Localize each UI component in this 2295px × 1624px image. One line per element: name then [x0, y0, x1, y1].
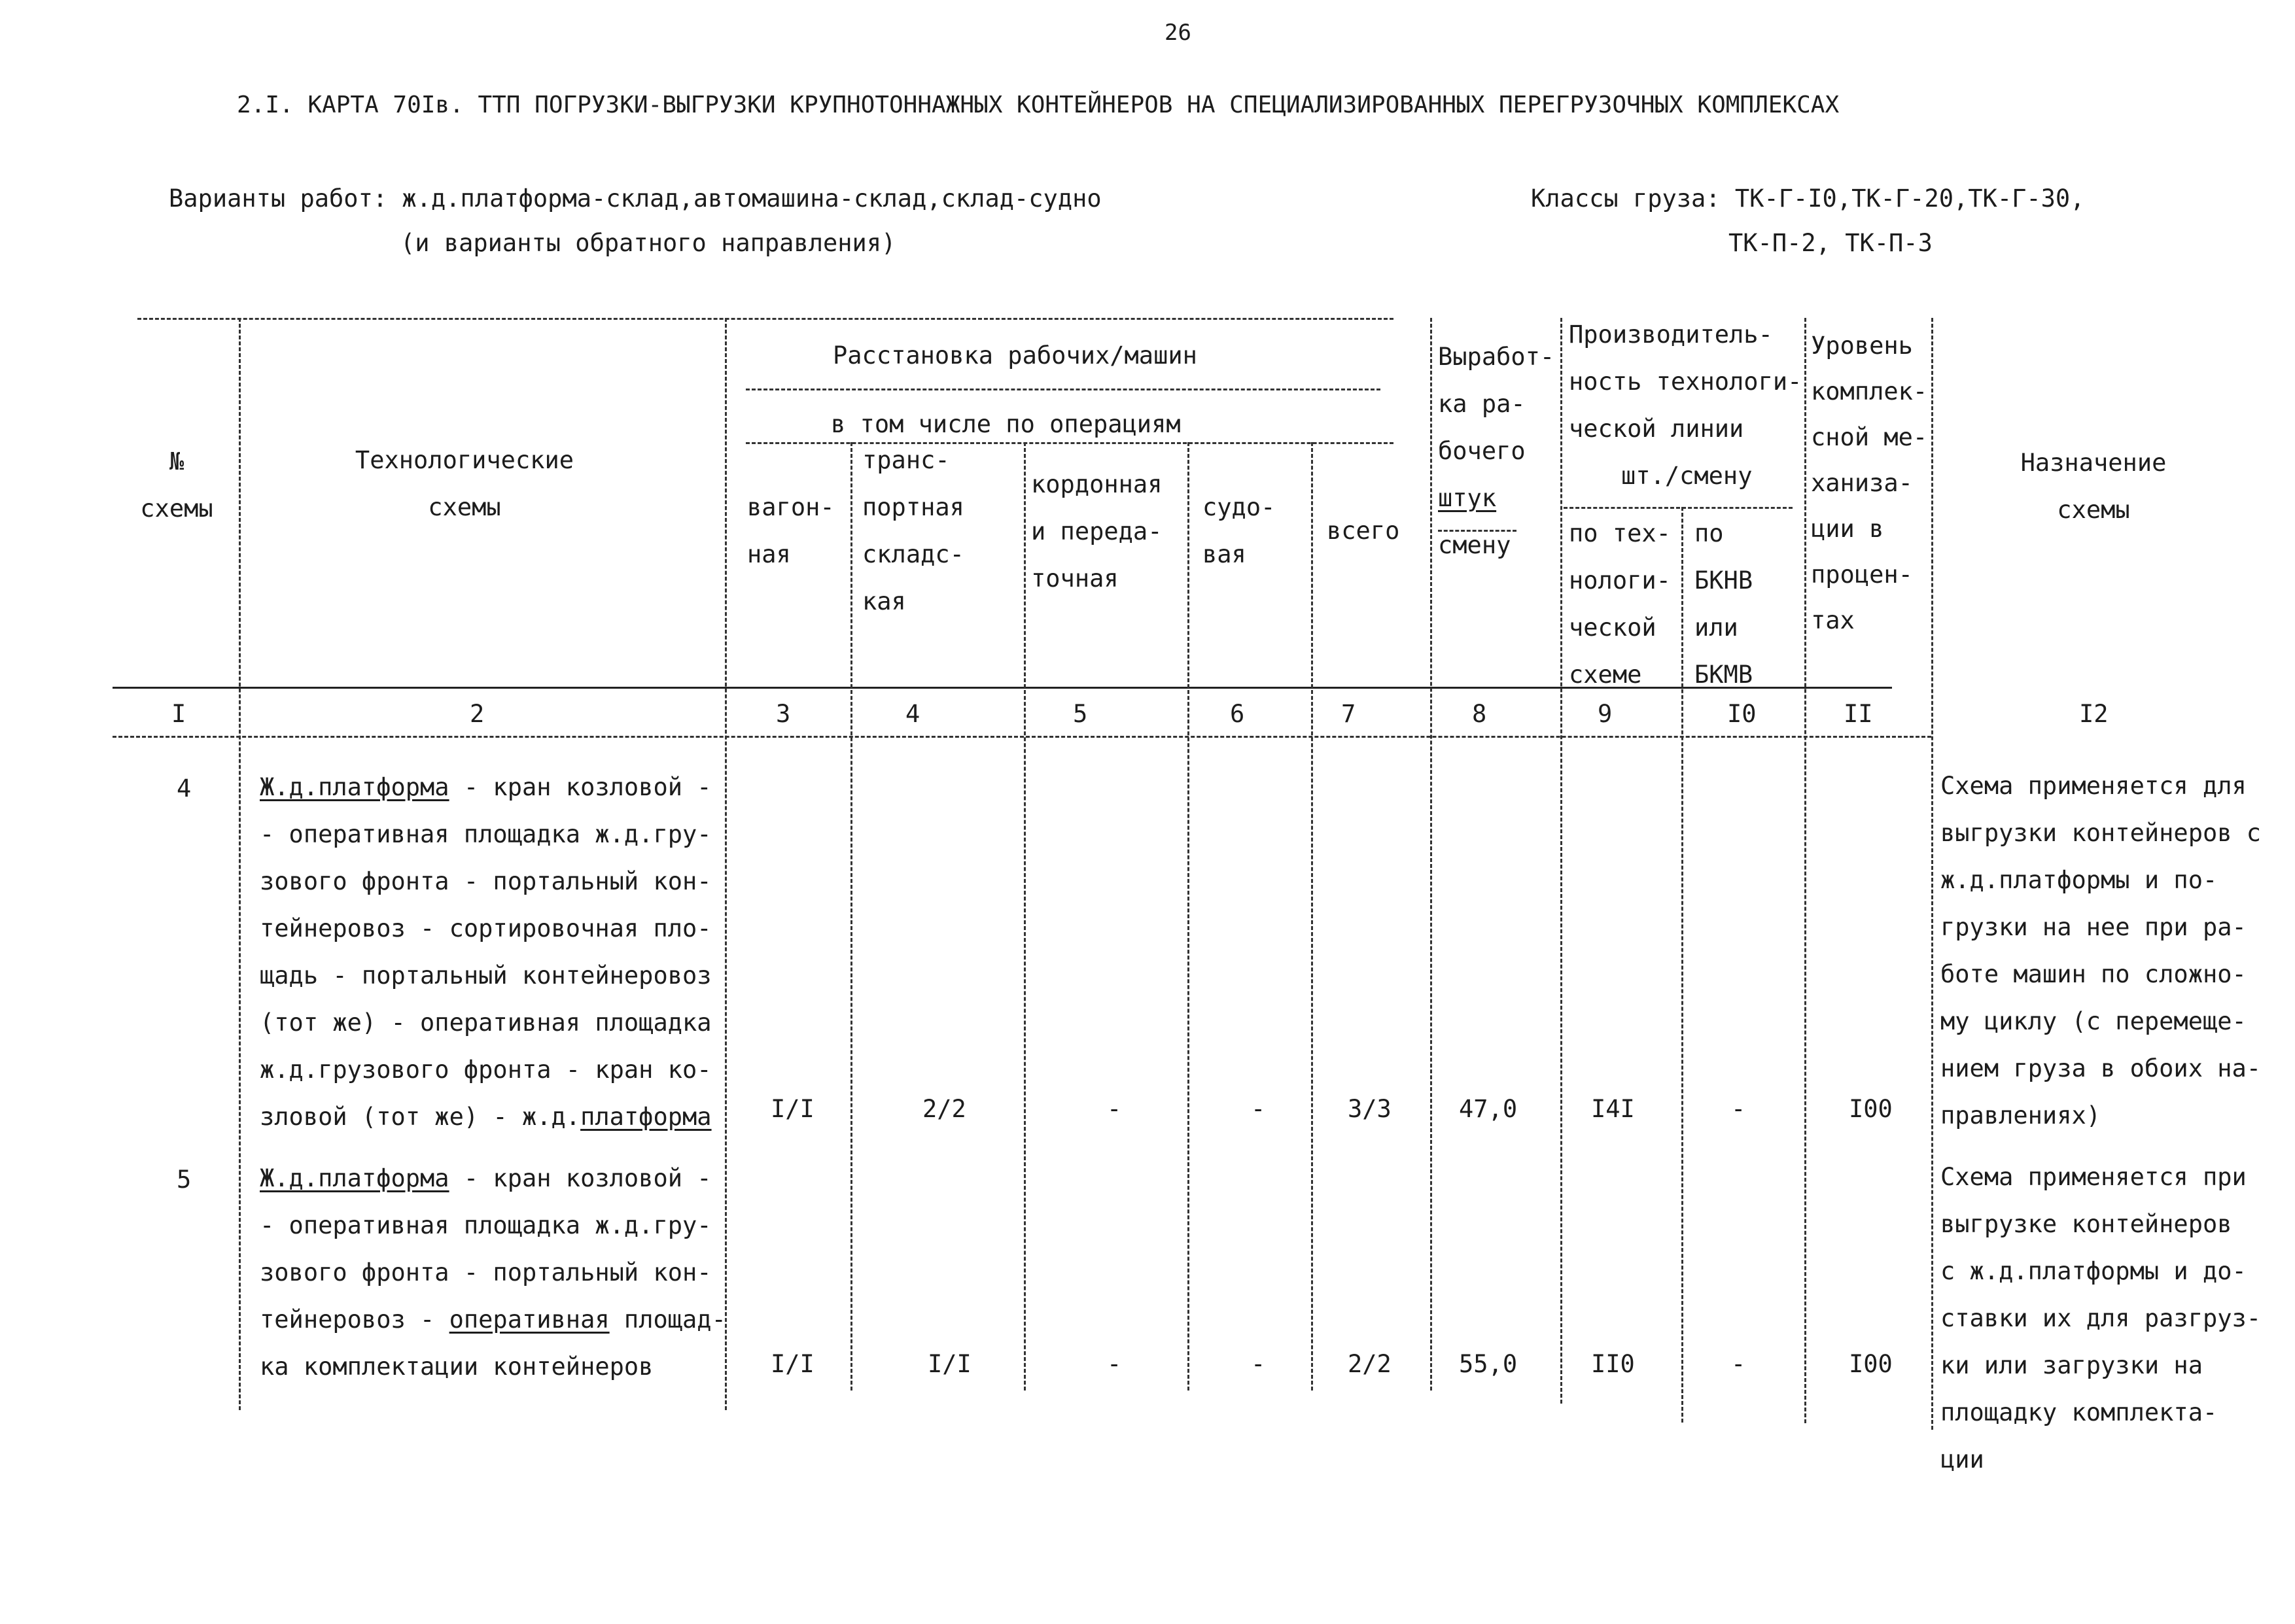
col-line-7 [1430, 318, 1432, 1391]
purpose-line: нием груза в обоих на- [1940, 1054, 2262, 1082]
row-cordon: - [1107, 1095, 1122, 1123]
header-mech-level-line: Уровень [1811, 332, 1913, 360]
row-scheme-text [260, 764, 712, 1141]
row-ship: - [1251, 1095, 1266, 1123]
header-output-line: штук [1438, 484, 1497, 512]
col-line-3 [850, 442, 852, 1391]
productivity-sep [1564, 507, 1793, 509]
row-mech-level: I00 [1849, 1095, 1893, 1123]
header-transport-line: складс- [862, 540, 964, 568]
header-transport-line: портная [862, 493, 964, 521]
cargo-classes-cont: ТК-П-2, ТК-П-3 [1728, 229, 1933, 257]
column-number: 6 [1230, 700, 1245, 728]
row-output: 47,0 [1459, 1095, 1518, 1123]
purpose-line: выгрузки контейнеров с [1940, 819, 2262, 847]
col-line-8 [1560, 318, 1562, 1404]
work-variants-note: (и варианты обратного направления) [400, 229, 896, 257]
header-total: всего [1327, 517, 1400, 545]
row-by-bknv: - [1731, 1095, 1746, 1123]
header-tech-schemes-line: Технологические [355, 446, 574, 474]
header-mech-level-line: процен- [1811, 561, 1913, 589]
header-wagon-line: ная [747, 540, 791, 568]
header-tech-schemes-line: схемы [428, 493, 501, 521]
row-scheme-no: 4 [177, 774, 192, 803]
header-by-bknv [1694, 510, 1753, 699]
header-productivity [1569, 311, 1802, 500]
column-number: II [1844, 700, 1873, 728]
header-scheme-no-line: № [169, 447, 184, 475]
purpose-line: ж.д.платформы и по- [1940, 866, 2218, 894]
scheme-line: ка комплектации контейнеров [260, 1353, 654, 1381]
purpose-line: площадку комплекта- [1940, 1398, 2218, 1426]
ops-sep [746, 442, 1393, 444]
purpose-line: Схема применяется для [1940, 772, 2247, 800]
purpose-line: с ж.д.платформы и до- [1940, 1257, 2247, 1285]
header-transport-line: транс- [862, 446, 950, 474]
header-mech-level-line: ции в [1811, 515, 1884, 543]
row-transport: 2/2 [922, 1095, 966, 1123]
colnum-bottom-line [113, 736, 1931, 738]
column-number: 8 [1472, 700, 1487, 728]
row-by-tech: I4I [1591, 1095, 1635, 1123]
row-total: 2/2 [1348, 1350, 1392, 1378]
col-line-11 [1931, 318, 1933, 1430]
header-by-bknv-line: БКМВ [1694, 661, 1753, 689]
header-scheme-no [131, 438, 222, 532]
header-by-tech [1569, 510, 1671, 699]
header-purpose-line: схемы [2057, 496, 2130, 524]
scheme-line: - оперативная площадка ж.д.гру- [260, 820, 712, 848]
scheme-line: зового фронта - портальный кон- [260, 1258, 712, 1287]
header-cordon-line: кордонная [1031, 470, 1163, 498]
scheme-line: тейнеровоз - сортировочная пло- [260, 914, 712, 942]
header-mech-level [1811, 323, 1927, 644]
header-by-tech-line: ческой [1569, 613, 1656, 642]
header-cordon-line: и переда- [1031, 517, 1163, 545]
purpose-line: Схема применяется при [1940, 1163, 2247, 1191]
row-output: 55,0 [1459, 1350, 1518, 1378]
scheme-line-start: Ж.д.платформа [260, 1164, 449, 1192]
row-scheme-text [260, 1155, 726, 1391]
row-scheme-no: 5 [177, 1166, 192, 1194]
header-by-tech-line: схеме [1569, 661, 1642, 689]
col-line-9 [1681, 507, 1683, 1423]
header-mech-level-line: ханиза- [1811, 469, 1913, 497]
header-wagon-line: вагон- [747, 493, 835, 521]
page-title: 2.I. КАРТА 70Iв. ТТП ПОГРУЗКИ-ВЫГРУЗКИ КРУПНОТОННАЖНЫХ КОНТЕЙНЕРОВ НА СПЕЦИАЛИЗИРОВАННЫХ ПЕРЕГРУЗОЧНЫХ КОМПЛЕКСАХ [237, 92, 1840, 118]
header-ship [1202, 484, 1275, 578]
purpose-line: выгрузке контейнеров [1940, 1210, 2232, 1238]
header-output-line: бочего [1438, 437, 1526, 465]
scheme-line-end: платформа [580, 1103, 712, 1131]
col-line-6 [1311, 442, 1313, 1391]
header-productivity-line: ческой линии [1569, 415, 1744, 443]
header-mech-level-line: комплек- [1811, 377, 1928, 406]
row-total: 3/3 [1348, 1095, 1392, 1123]
row-by-tech: II0 [1591, 1350, 1635, 1378]
header-ship-line: судо- [1202, 493, 1276, 521]
header-purpose-line: Назначение [2020, 449, 2167, 477]
scheme-line: Ж.д.платформа - кран козловой - [260, 1164, 712, 1192]
header-by-bknv-line: БКНВ [1694, 566, 1753, 595]
header-output [1438, 334, 1554, 569]
header-purpose [1963, 440, 2224, 534]
header-by-tech-line: по тех- [1569, 519, 1671, 547]
header-transport [862, 437, 964, 625]
scheme-line: (тот же) - оперативная площадка [260, 1009, 712, 1037]
header-mech-level-line: сной ме- [1811, 423, 1928, 451]
column-number: I [171, 700, 186, 728]
row-cordon: - [1107, 1350, 1122, 1378]
scheme-line: тейнеровоз - оперативная площад- [260, 1305, 726, 1334]
header-output-line: Выработ- [1438, 343, 1555, 371]
row-wagon: I/I [771, 1095, 815, 1123]
scheme-line: Ж.д.платформа - кран козловой - [260, 773, 712, 801]
header-cordon-line: точная [1031, 564, 1119, 593]
header-output-line: смену [1438, 531, 1511, 559]
header-scheme-no-line: схемы [140, 494, 213, 523]
header-productivity-line: шт./смену [1621, 462, 1753, 490]
header-wagon [747, 484, 835, 578]
page-number: 26 [1165, 20, 1191, 46]
header-mech-level-line: тах [1811, 606, 1855, 634]
column-number: 5 [1073, 700, 1088, 728]
purpose-line: ки или загрузки на [1940, 1351, 2203, 1379]
scheme-line: ж.д.грузового фронта - кран ко- [260, 1056, 712, 1084]
header-productivity-line: ность технологи- [1569, 368, 1802, 396]
header-cordon [1031, 461, 1162, 602]
purpose-line: грузки на нее при ра- [1940, 913, 2247, 941]
row-mech-level: I00 [1849, 1350, 1893, 1378]
purpose-line: боте машин по сложно- [1940, 960, 2247, 988]
scheme-line-start: Ж.д.платформа [260, 773, 449, 801]
cargo-classes: Классы груза: ТК-Г-I0,ТК-Г-20,ТК-Г-30, [1531, 184, 2085, 213]
col-line-10 [1804, 318, 1806, 1423]
scheme-line: щадь - портальный контейнеровоз [260, 961, 712, 990]
placement-sep [746, 389, 1380, 390]
scheme-line-underlined: оперативная [449, 1305, 610, 1334]
header-ship-line: вая [1202, 540, 1246, 568]
header-output-line: ка ра- [1438, 390, 1526, 418]
column-number: 7 [1341, 700, 1356, 728]
row-purpose [1940, 1154, 2261, 1483]
column-number: I0 [1727, 700, 1757, 728]
purpose-line: правлениях) [1940, 1101, 2101, 1130]
header-productivity-line: Производитель- [1569, 320, 1773, 349]
col-line-4 [1024, 442, 1026, 1391]
purpose-line: ставки их для разгруз- [1940, 1304, 2262, 1332]
header-by-bknv-line: или [1694, 613, 1738, 642]
column-number: I2 [2079, 700, 2109, 728]
scheme-line: зловой (тот же) - ж.д.платформа [260, 1103, 712, 1131]
col-line-5 [1187, 442, 1189, 1391]
scheme-line: - оперативная площадка ж.д.гру- [260, 1211, 712, 1239]
row-wagon: I/I [771, 1350, 815, 1378]
purpose-line: му циклу (с перемеще- [1940, 1007, 2247, 1035]
row-purpose [1940, 763, 2261, 1139]
header-tech-schemes [314, 437, 615, 531]
header-by-bknv-line: по [1694, 519, 1724, 547]
header-including-ops: в том числе по операциям [831, 410, 1181, 438]
column-number: 3 [776, 700, 791, 728]
header-placement: Расстановка рабочих/машин [833, 341, 1197, 370]
work-variants: Варианты работ: ж.д.платформа-склад,автомашина-склад,склад-судно [169, 184, 1102, 213]
row-by-bknv: - [1731, 1350, 1746, 1378]
row-ship: - [1251, 1350, 1266, 1378]
header-transport-line: кая [862, 587, 906, 615]
table-top-border [137, 318, 1393, 320]
column-number: 2 [470, 700, 485, 728]
header-by-tech-line: нологи- [1569, 566, 1671, 595]
column-number: 9 [1598, 700, 1613, 728]
row-transport: I/I [928, 1350, 972, 1378]
purpose-line: ции [1940, 1445, 1984, 1474]
column-number: 4 [905, 700, 920, 728]
scheme-line: зового фронта - портальный кон- [260, 867, 712, 895]
col-line-1 [239, 318, 241, 1410]
